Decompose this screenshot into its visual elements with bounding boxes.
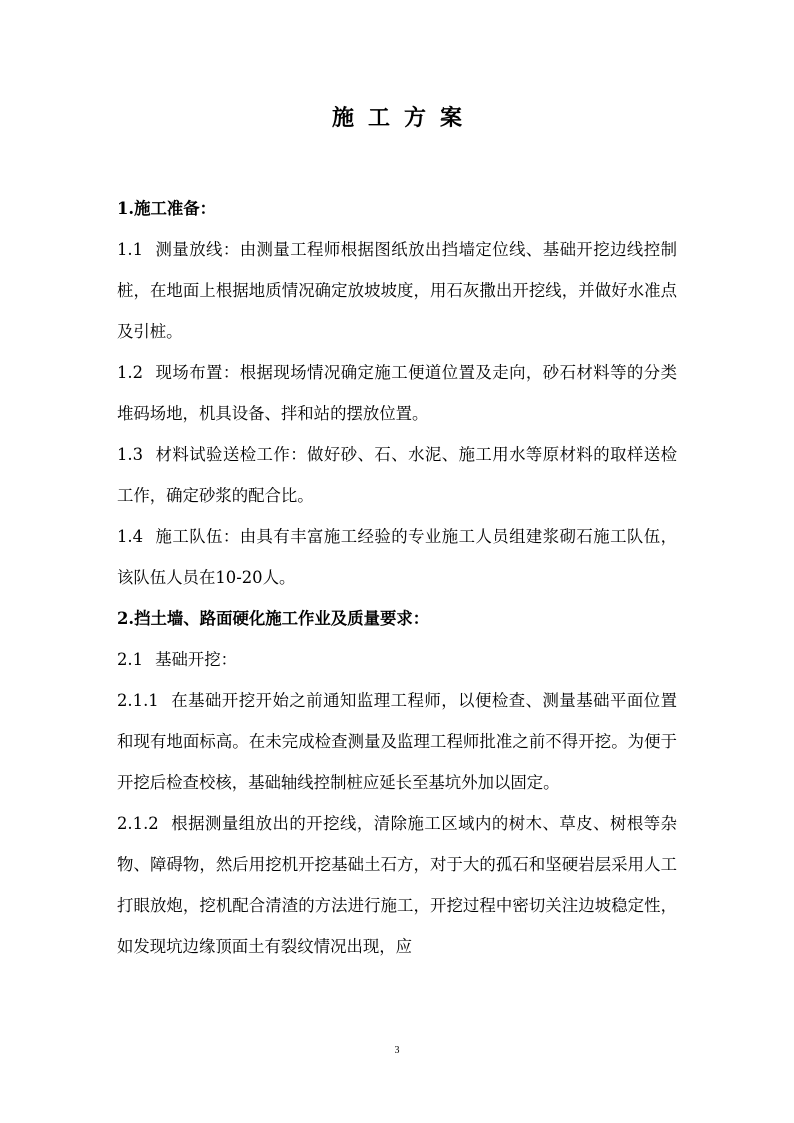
paragraph: [117, 516, 677, 598]
paragraph-text: 基础开挖：: [155, 650, 238, 669]
paragraph-text: 施工队伍：由具有丰富施工经验的专业施工人员组建浆砌石施工队伍，该队伍人员在10-20人。: [117, 527, 677, 587]
paragraph: [117, 639, 677, 680]
section-number: 1.: [117, 199, 135, 218]
section-number: 2.: [117, 609, 135, 628]
paragraph: [117, 434, 677, 516]
paragraph-number: 2.1: [117, 650, 144, 669]
paragraph: [117, 680, 677, 803]
paragraph-text: 在基础开挖开始之前通知监理工程师，以便检查、测量基础平面位置和现有地面标高。在未完成检查测量及监理工程师批准之前不得开挖。为便于开挖后检查校核，基础轴线控制桩应延长至基坑外加以固定。: [117, 691, 677, 792]
paragraph-number: 1.3: [117, 445, 144, 464]
paragraph: [117, 803, 677, 967]
paragraph-number: 2.1.1: [117, 691, 159, 710]
paragraph-text: 材料试验送检工作：做好砂、石、水泥、施工用水等原材料的取样送检工作，确定砂浆的配合比。: [117, 445, 677, 505]
document-body: [117, 188, 677, 967]
section-heading-text: 施工准备：: [134, 199, 217, 218]
document-title: 施工方案: [331, 105, 476, 131]
page-number: 3: [394, 1045, 400, 1056]
paragraph-text: 根据测量组放出的开挖线，清除施工区域内的树木、草皮、树根等杂物、障碍物，然后用挖机开挖基础土石方，对于大的孤石和坚硬岩层采用人工打眼放炮，挖机配合清渣的方法进行施工，开挖过程中密切关注边坡稳定性，如发现坑边缘顶面土有裂纹情况出现，应: [117, 814, 677, 956]
paragraph-text: 测量放线：由测量工程师根据图纸放出挡墙定位线、基础开挖边线控制桩，在地面上根据地质情况确定放坡坡度，用石灰撒出开挖线，并做好水准点及引桩。: [117, 240, 677, 341]
section-heading-text: 挡土墙、路面硬化施工作业及质量要求：: [134, 609, 430, 628]
section-heading: [117, 188, 677, 229]
paragraph-text: 现场布置：根据现场情况确定施工便道位置及走向，砂石材料等的分类堆码场地，机具设备、拌和站的摆放位置。: [117, 363, 677, 423]
paragraph-number: 2.1.2: [117, 814, 159, 833]
section-heading: [117, 598, 677, 639]
paragraph-number: 1.4: [117, 527, 144, 546]
paragraph: [117, 229, 677, 352]
paragraph-number: 1.2: [117, 363, 144, 382]
paragraph-number: 1.1: [117, 240, 144, 259]
paragraph: [117, 352, 677, 434]
